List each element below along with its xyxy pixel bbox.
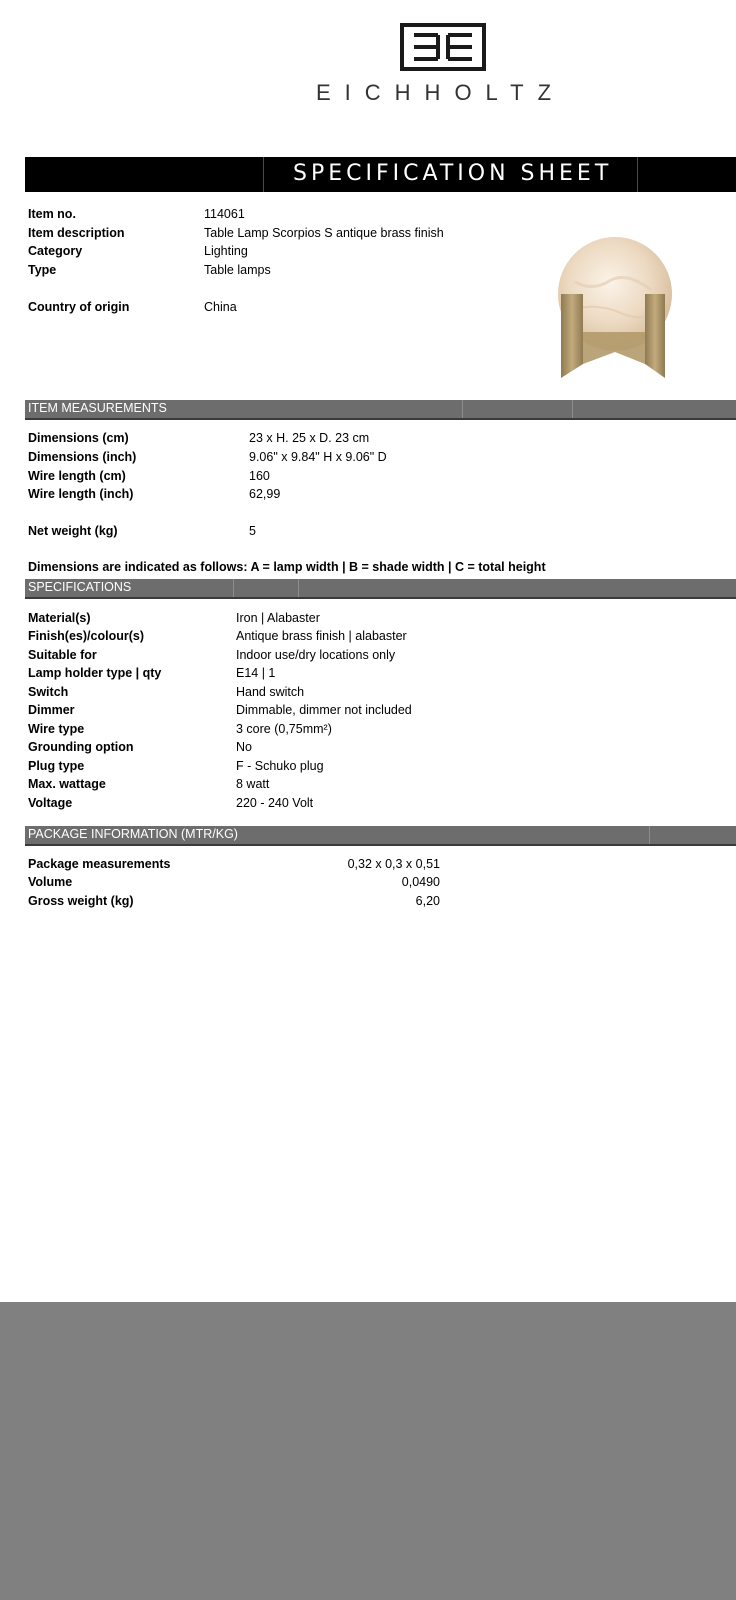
category-value: Lighting [204, 244, 248, 258]
finish-value: Antique brass finish | alabaster [236, 629, 407, 643]
section-divider [649, 826, 650, 844]
finish-label: Finish(es)/colour(s) [28, 629, 144, 643]
net-weight-value: 5 [249, 524, 256, 538]
grounding-label: Grounding option [28, 740, 134, 754]
item-no-value: 114061 [204, 207, 245, 221]
specifications-header [25, 579, 736, 599]
dimensions-inch-value: 9.06" x 9.84" H x 9.06" D [249, 450, 387, 464]
package-info-header [25, 826, 736, 846]
specification-banner [25, 157, 736, 192]
wire-type-label: Wire type [28, 722, 85, 736]
eichholtz-logo-icon [400, 23, 486, 71]
max-wattage-value: 8 watt [236, 777, 270, 791]
gross-weight-label: Gross weight (kg) [28, 894, 134, 908]
banner-divider [263, 157, 264, 192]
package-measurements-label: Package measurements [28, 857, 171, 871]
max-wattage-label: Max. wattage [28, 777, 106, 791]
materials-value: Iron | Alabaster [236, 611, 320, 625]
country-value: China [204, 300, 237, 314]
section-divider [233, 579, 234, 597]
item-no-label: Item no. [28, 207, 76, 221]
wire-type-value: 3 core (0,75mm²) [236, 722, 332, 736]
dimmer-value: Dimmable, dimmer not included [236, 703, 412, 717]
table-lamp-image [553, 232, 683, 382]
voltage-label: Voltage [28, 796, 73, 810]
dimensions-note: Dimensions are indicated as follows: A = lamp width | B = shade width | C = total height [28, 560, 546, 574]
specifications-title: SPECIFICATIONS [28, 580, 132, 594]
banner-title: SPECIFICATION SHEET [293, 161, 613, 186]
country-label: Country of origin [28, 300, 130, 314]
category-label: Category [28, 244, 83, 258]
type-label: Type [28, 263, 57, 277]
net-weight-label: Net weight (kg) [28, 524, 118, 538]
item-description-label: Item description [28, 226, 125, 240]
dimmer-label: Dimmer [28, 703, 75, 717]
wire-length-inch-label: Wire length (inch) [28, 487, 134, 501]
item-measurements-header [25, 400, 736, 420]
brand-wordmark: EICHHOLTZ [316, 80, 566, 105]
gross-weight-value: 6,20 [415, 894, 440, 908]
dimensions-cm-label: Dimensions (cm) [28, 431, 129, 445]
grounding-value: No [236, 740, 252, 754]
plug-type-value: F - Schuko plug [236, 759, 324, 773]
page-background-footer [0, 1302, 736, 1600]
wire-length-cm-value: 160 [249, 469, 270, 483]
lamp-holder-label: Lamp holder type | qty [28, 666, 162, 680]
type-value: Table lamps [204, 263, 271, 277]
switch-label: Switch [28, 685, 69, 699]
wire-length-inch-value: 62,99 [249, 487, 281, 501]
suitable-for-label: Suitable for [28, 648, 97, 662]
switch-value: Hand switch [236, 685, 305, 699]
volume-label: Volume [28, 875, 73, 889]
lamp-holder-value: E14 | 1 [236, 666, 276, 680]
package-measurements-value: 0,32 x 0,3 x 0,51 [347, 857, 440, 871]
wire-length-cm-label: Wire length (cm) [28, 469, 126, 483]
volume-value: 0,0490 [401, 875, 440, 889]
section-divider [462, 400, 463, 418]
dimensions-inch-label: Dimensions (inch) [28, 450, 137, 464]
section-divider [572, 400, 573, 418]
dimensions-cm-value: 23 x H. 25 x D. 23 cm [249, 431, 370, 445]
item-description-value: Table Lamp Scorpios S antique brass finish [204, 226, 444, 240]
section-divider [298, 579, 299, 597]
plug-type-label: Plug type [28, 759, 85, 773]
suitable-for-value: Indoor use/dry locations only [236, 648, 396, 662]
package-info-title: PACKAGE INFORMATION (MTR/KG) [28, 827, 238, 841]
item-measurements-title: ITEM MEASUREMENTS [28, 401, 167, 415]
voltage-value: 220 - 240 Volt [236, 796, 314, 810]
materials-label: Material(s) [28, 611, 91, 625]
banner-divider [637, 157, 638, 192]
